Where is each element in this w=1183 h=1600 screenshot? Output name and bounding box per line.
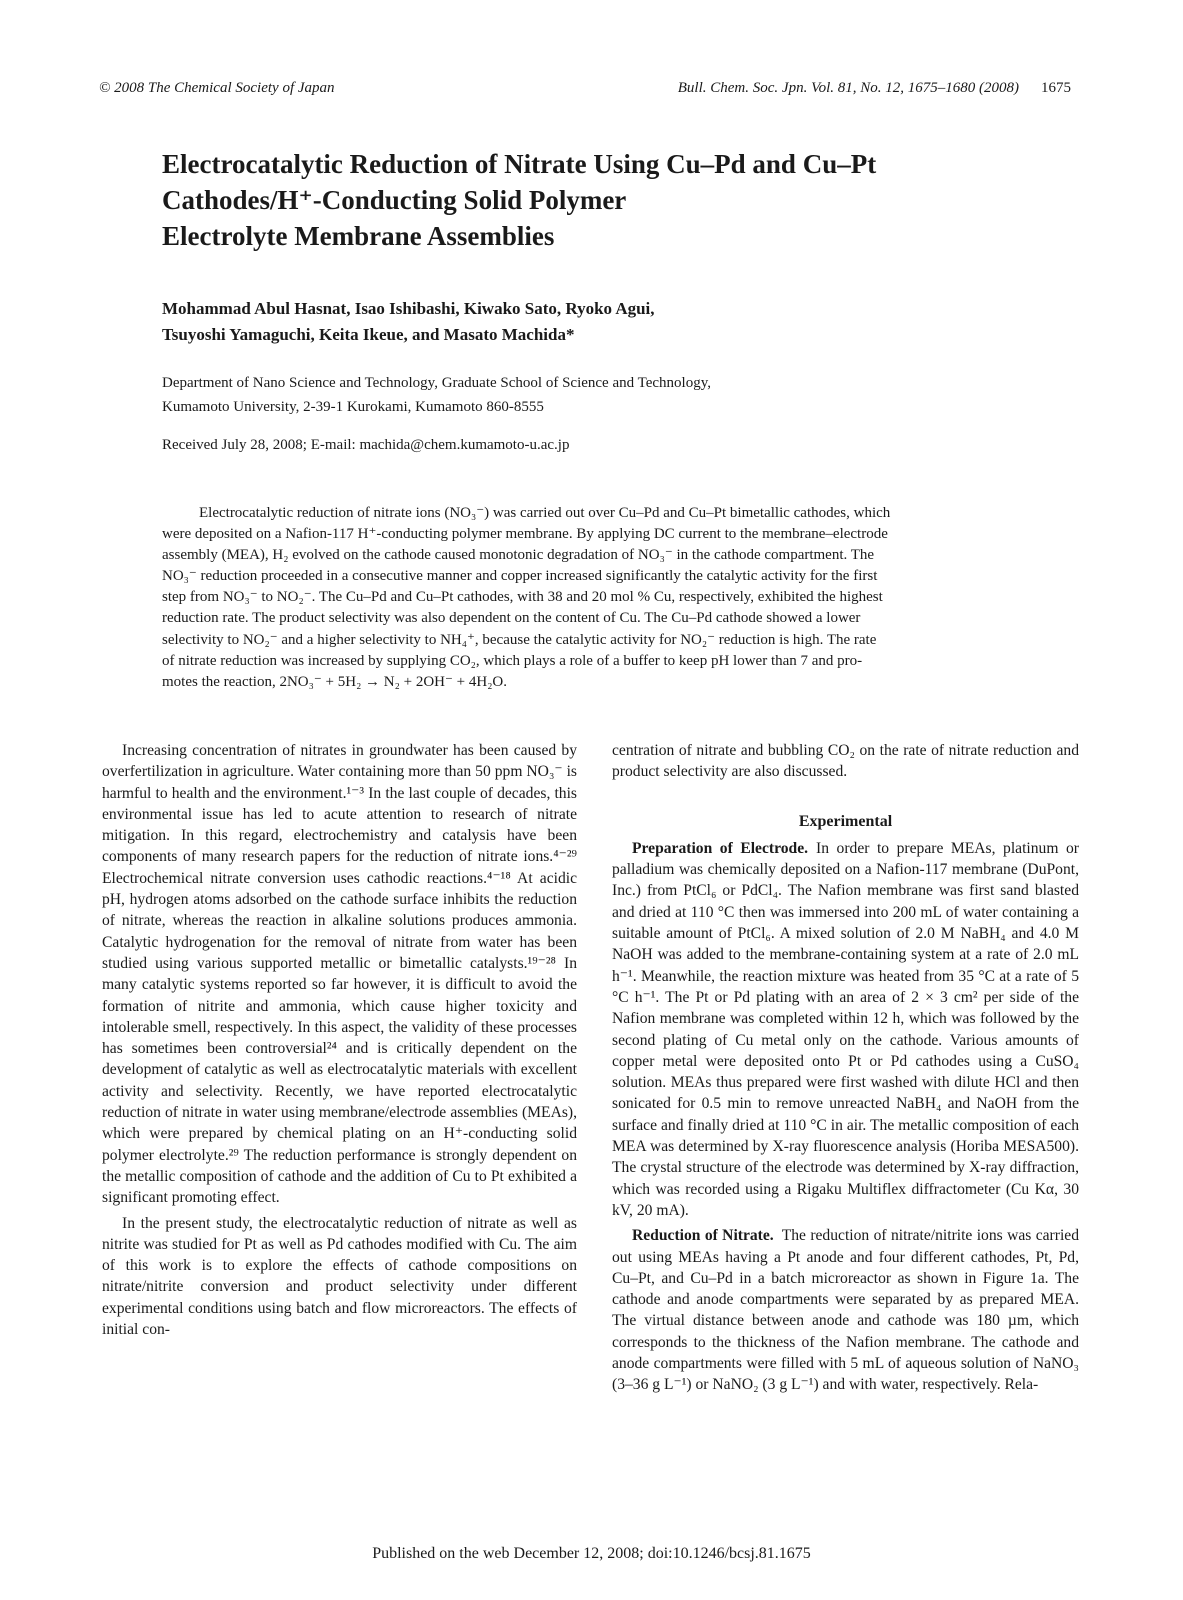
affiliation-line: Department of Nano Science and Technology, Graduate School of Science and Technology, (162, 375, 711, 391)
abstract-line: Electrocatalytic reduction of nitrate ions (NO₃⁻) was carried out over Cu–Pd and Cu–Pt bimetallic cathodes, which (199, 505, 891, 521)
title-line: Electrocatalytic Reduction of Nitrate Using Cu–Pd and Cu–Pt (162, 149, 877, 179)
affiliation (162, 371, 1022, 419)
publication-footer: Published on the web December 12, 2008; doi:10.1246/bcsj.81.1675 (372, 1545, 811, 1562)
abstract-line: NO₃⁻ reduction proceeded in a consecutive manner and copper increased significantly the catalytic activity for the first (162, 568, 878, 585)
abstract-line: step from NO₃⁻ to NO₂⁻. The Cu–Pd and Cu–Pt cathodes, with 38 and 20 mol % Cu, respectively, exhibited the highest (162, 589, 883, 606)
intro-paragraph-2-continued: centration of nitrate and bubbling CO₂ on the rate of nitrate reduction and product selectivity are also discussed. (612, 742, 1079, 781)
abstract-line: motes the reaction, 2NO₃⁻ + 5H₂ → N₂ + 2OH⁻ + 4H₂O. (162, 673, 507, 690)
intro-paragraph-1: Increasing concentration of nitrates in groundwater has been caused by overfertilization in agriculture. Water containing more than 50 ppm NO₃⁻ is harmful to health and the environment.¹⁻³ In the last couple of decades, this environmental issue has led to acute attention to research of nitrate mitigation. In this regard, electrochemistry and catalysis have been components of many research papers for the reduction of nitrate ions.⁴⁻²⁹ Electrochemical nitrate conversion uses cathodic reactions.⁴⁻¹⁸ At acidic pH, hydrogen atoms adsorbed on the cathode surface inhibits the reduction of nitrate, whereas the reaction in alkaline solutions produces ammonia. Catalytic hydrogenation for the removal of nitrate from water has been studied using various supported metallic or bimetallic catalysts.¹⁹⁻²⁸ In many catalytic systems reported so far however, it is difficult to avoid the formation of nitrite and ammonia, which cause higher toxicity and intolerable smell, respectively. In this aspect, the validity of these processes has sometimes been controversial²⁴ and is critically dependent on the development of catalytic as well as electrocatalytic materials with excellent activity and selectivity. Recently, we have reported electrocatalytic reduction of nitrate in water using membrane/electrode assemblies (MEAs), which were prepared by chemical plating on an H⁺-conducting solid polymer electrolyte.²⁹ The reduction performance is strongly dependent on the metallic composition of cathode and the addition of Cu to Pt exhibited a significant promoting effect. (102, 742, 577, 1207)
abstract-line: of nitrate reduction was increased by supplying CO₂, which plays a role of a buffer to keep pH lower than 7 and pro- (162, 652, 863, 669)
reduction-heading: Reduction of Nitrate. (632, 1227, 774, 1245)
preparation-paragraph (612, 838, 1079, 1221)
reduction-text: The reduction of nitrate/nitrite ions was carried out using MEAs having a Pt anode and four different cathodes, Pt, Pd, Cu–Pt, and Cu–Pd in a batch microreactor as shown in Figure 1a. The cathode and anode compartments were separated by as prepared MEA. The virtual distance between anode and cathode was 180 µm, which corresponds to the thickness of the Nafion membrane. The cathode and anode compartments were filled with 5 mL of aqueous solution of NaNO₃ (3–36 g L⁻¹) or NaNO₂ (3 g L⁻¹) and with water, respectively. Rela- (612, 1227, 1079, 1394)
author-line: Mohammad Abul Hasnat, Isao Ishibashi, Kiwako Sato, Ryoko Agui, (162, 299, 655, 318)
abstract-line: reduction rate. The product selectivity was also dependent on the content of Cu. The Cu–Pd cathode showed a lower (162, 610, 861, 627)
preparation-heading: Preparation of Electrode. (632, 839, 809, 857)
author-list (162, 296, 1022, 348)
journal-copyright: © 2008 The Chemical Society of Japan (99, 80, 335, 96)
title-line: Cathodes/H⁺-Conducting Solid Polymer (162, 185, 627, 215)
section-heading-experimental: Experimental (798, 812, 893, 830)
affiliation-line: Kumamoto University, 2-39-1 Kurokami, Kumamoto 860-8555 (162, 399, 544, 415)
preparation-text: In order to prepare MEAs, platinum or palladium was chemically deposited on a Nafion-117 membrane (DuPont, Inc.) from PtCl₆ or PdCl₄. The Nafion membrane was first sand blasted and dried at 110 °C then was immersed into 200 mL of water containing a suitable amount of PtCl₆. A mixed solution of 2.0 M NaBH₄ and 4.0 M NaOH was added to the membrane-containing system at a rate of 2.0 mL h⁻¹. Meanwhile, the reaction mixture was heated from 35 °C at a rate of 5 °C h⁻¹. The Pt or Pd plating with an area of 2 × 3 cm² per side of the Nafion membrane was completed within 12 h, which was followed by the second plating of Cu metal only on the cathode. Various amounts of copper metal were deposited onto Pt or Pd cathodes using a CuSO₄ solution. MEAs thus prepared were first washed with dilute HCl and then sonicated for 0.5 min to remove unreacted NaBH₄ and NaOH from the surface and finally dried at 110 °C in air. The metallic composition of each MEA was determined by X-ray fluorescence analysis (Horiba MESA500). The crystal structure of the electrode was determined by X-ray diffraction, which was recorded using a Rigaku Multiflex diffractometer (Cu Kα, 30 kV, 20 mA). (612, 839, 1079, 1219)
body-column-left (102, 740, 577, 1340)
received-date-email: Received July 28, 2008; E-mail: machida@chem.kumamoto-u.ac.jp (162, 437, 570, 453)
journal-citation (678, 80, 1071, 97)
abstract (162, 503, 1022, 693)
title-line: Electrolyte Membrane Assemblies (162, 221, 555, 251)
abstract-line: assembly (MEA), H₂ evolved on the cathode caused monotonic degradation of NO₃⁻ in the cathode compartment. The (162, 547, 875, 564)
article-title (162, 146, 1022, 254)
intro-paragraph-2: In the present study, the electrocatalytic reduction of nitrate as well as nitrite was studied for Pt as well as Pd cathodes modified with Cu. The aim of this work is to explore the effects of cathode compositions on nitrate/nitrite conversion and product selectivity under different experimental conditions using batch and flow microreactors. The effects of initial con- (102, 1214, 577, 1339)
reduction-paragraph (612, 1225, 1079, 1395)
page-number: 1675 (1041, 80, 1071, 96)
citation-text: Bull. Chem. Soc. Jpn. Vol. 81, No. 12, 1675–1680 (2008) (677, 80, 1019, 96)
author-line: Tsuyoshi Yamaguchi, Keita Ikeue, and Masato Machida* (162, 325, 575, 344)
body-column-right (612, 740, 1079, 1396)
abstract-line: were deposited on a Nafion-117 H⁺-conducting polymer membrane. By applying DC current to the membrane–electrode (162, 526, 888, 543)
abstract-line: selectivity to NO₂⁻ and a higher selectivity to NH₄⁺, because the catalytic activity for NO₂⁻ reduction is high. The rate (162, 631, 877, 648)
